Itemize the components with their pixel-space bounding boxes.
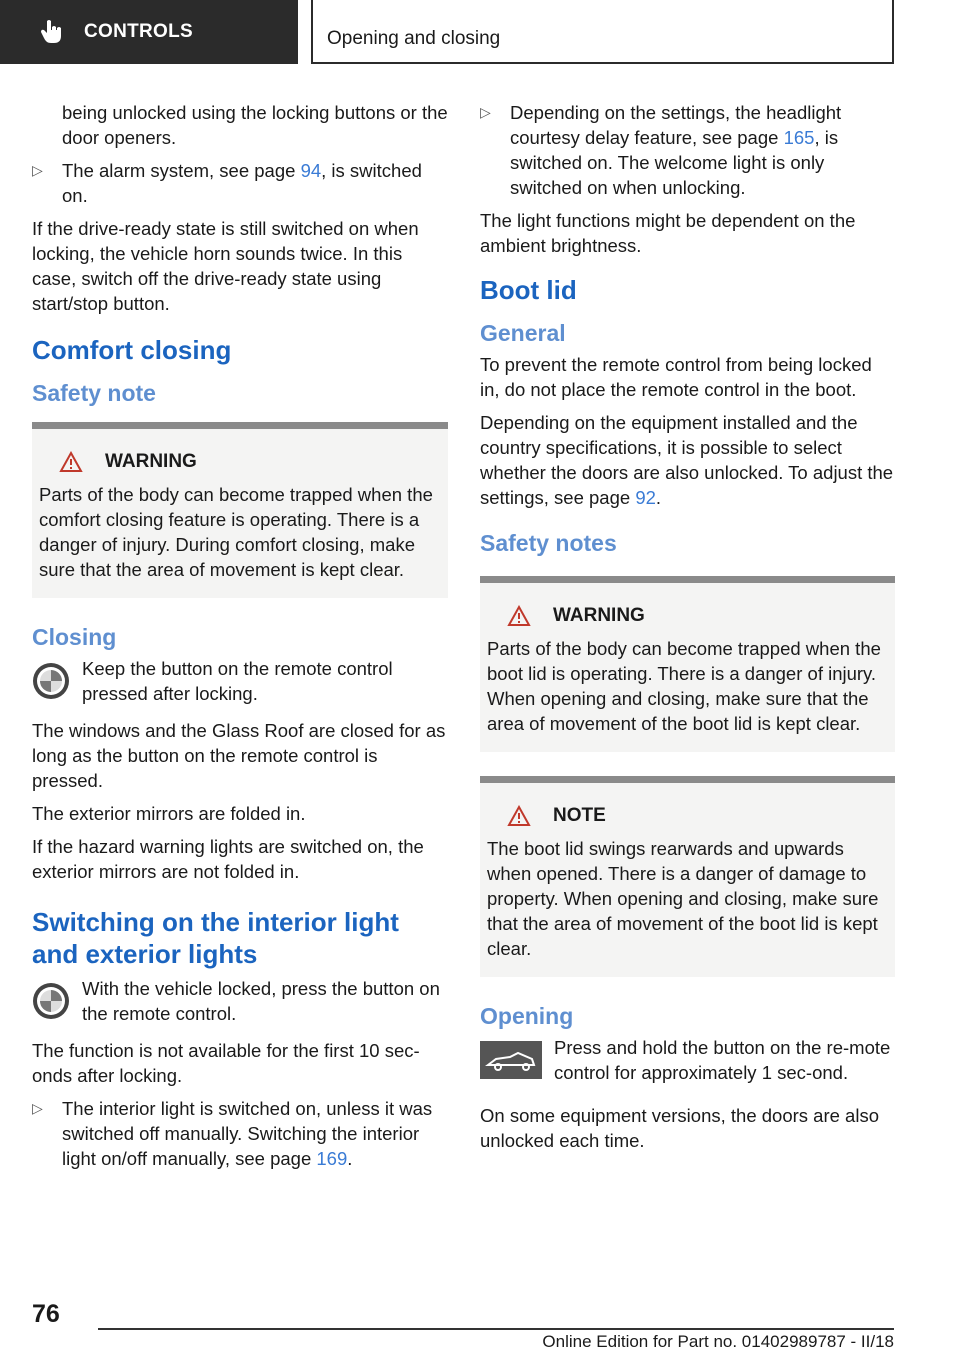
- edition-text: Online Edition for Part no. 01402989787 - II/18: [542, 1332, 894, 1351]
- note-text: The boot lid swings rearwards and upwards when opened. There is a danger of damage to property. When opening and closing, make sure that the area of movement of the boot lid is kept clear.: [487, 838, 879, 959]
- heading-safety-note: Safety note: [32, 380, 156, 406]
- left-column: [32, 100, 448, 1179]
- warning-label: WARNING: [105, 451, 197, 472]
- page-number: 76: [32, 1300, 60, 1328]
- warning-text: Parts of the body can become trapped when the boot lid is operating. There is a danger of injury. When opening and closing, make sure that the area of movement of the boot lid is kept clear.: [487, 638, 881, 734]
- paragraph-text: .: [655, 487, 662, 508]
- list-item-text: The alarm system, see page: [62, 160, 301, 181]
- instruction-text: With the vehicle locked, press the button on the remote control.: [82, 978, 440, 1024]
- heading-switching-lights: Switching on the interior light and exterior lights: [32, 907, 399, 969]
- heading-safety-notes: Safety notes: [480, 530, 617, 556]
- list-item: [480, 100, 895, 200]
- footer-divider: [98, 1328, 894, 1330]
- bmw-logo-icon: [32, 662, 70, 700]
- note-label: NOTE: [553, 805, 606, 826]
- paragraph: The function is not available for the first 10 sec‐onds after locking.: [32, 1040, 420, 1086]
- bullet-triangle-icon: ▷: [32, 1100, 43, 1116]
- list-item-text: being unlocked using the locking buttons or the door openers.: [62, 102, 448, 148]
- list-item-text: , is switched on. The welcome light is only switched on when unlocking.: [510, 127, 839, 198]
- warning-box: [480, 576, 895, 752]
- heading-opening: Opening: [480, 1003, 574, 1029]
- paragraph: If the hazard warning lights are switched on, the exterior mirrors are not folded in.: [32, 836, 424, 882]
- bullet-triangle-icon: ▷: [480, 104, 491, 120]
- paragraph: [480, 410, 895, 510]
- page-link[interactable]: 94: [300, 160, 322, 181]
- list-item-text: , is switched on.: [62, 160, 422, 206]
- paragraph: On some equipment versions, the doors are also unlocked each time.: [480, 1105, 879, 1151]
- list-item: [32, 1096, 448, 1171]
- remote-instruction: [32, 656, 448, 706]
- heading-comfort-closing: Comfort closing: [32, 335, 232, 365]
- list-item-text: The interior light is switched on, unless it was switched off manually. Switching the interior light on/off manually, see page: [62, 1098, 433, 1169]
- instruction-text: Keep the button on the remote control pressed after locking.: [82, 658, 393, 704]
- section-tab: [0, 0, 298, 64]
- list-item-text: Depending on the settings, the headlight courtesy delay feature, see page: [510, 102, 842, 148]
- heading-closing: Closing: [32, 624, 117, 650]
- remote-instruction: [32, 976, 448, 1026]
- heading-general: General: [480, 320, 566, 346]
- warning-text: Parts of the body can become trapped when the comfort closing feature is operating. There is a danger of injury. During comfort closing, make sure that the area of movement is kept clear.: [39, 484, 433, 580]
- boot-lid-button-icon: [480, 1041, 542, 1079]
- warning-heading: [507, 603, 885, 628]
- list-item: [32, 100, 448, 150]
- warning-triangle-icon: [507, 605, 531, 627]
- section-title: CONTROLS: [84, 21, 194, 42]
- remote-instruction: [480, 1035, 895, 1085]
- paragraph: The windows and the Glass Roof are closed for as long as the button on the remote control is pressed.: [32, 720, 446, 791]
- note-heading: [507, 803, 885, 828]
- paragraph: To prevent the remote control from being locked in, do not place the remote control in the boot.: [480, 354, 872, 400]
- chapter-title: Opening and closing: [327, 28, 501, 49]
- hand-pointer-icon: [38, 18, 66, 46]
- bmw-logo-icon: [32, 982, 70, 1020]
- page-header: [0, 0, 960, 66]
- warning-triangle-icon: [59, 451, 83, 473]
- paragraph: The exterior mirrors are folded in.: [32, 803, 306, 824]
- warning-heading: [59, 449, 438, 474]
- chapter-box: [311, 0, 894, 64]
- note-box: [480, 776, 895, 977]
- bullet-triangle-icon: ▷: [32, 162, 43, 178]
- right-column: [480, 100, 895, 1161]
- list-item-text: .: [347, 1148, 353, 1169]
- warning-box: [32, 422, 448, 598]
- heading-boot-lid: Boot lid: [480, 275, 577, 305]
- page-footer: [0, 1290, 960, 1362]
- page-link[interactable]: 165: [783, 127, 815, 148]
- warning-triangle-icon: [507, 805, 531, 827]
- page-link[interactable]: 92: [635, 487, 656, 508]
- paragraph: The light functions might be dependent on the ambient brightness.: [480, 210, 856, 256]
- page-link[interactable]: 169: [316, 1148, 348, 1169]
- paragraph-text: Depending on the equipment installed and the country specifications, it is possible to select whether the doors are also unlocked. To adjust the settings, see page: [480, 412, 894, 508]
- paragraph: If the drive-ready state is still switched on when locking, the vehicle horn sounds twice. In this case, switch off the drive-ready state using start/stop button.: [32, 218, 419, 314]
- warning-label: WARNING: [553, 605, 645, 626]
- list-item: [32, 158, 448, 208]
- instruction-text: Press and hold the button on the re‐mote control for approximately 1 sec‐ond.: [554, 1037, 891, 1083]
